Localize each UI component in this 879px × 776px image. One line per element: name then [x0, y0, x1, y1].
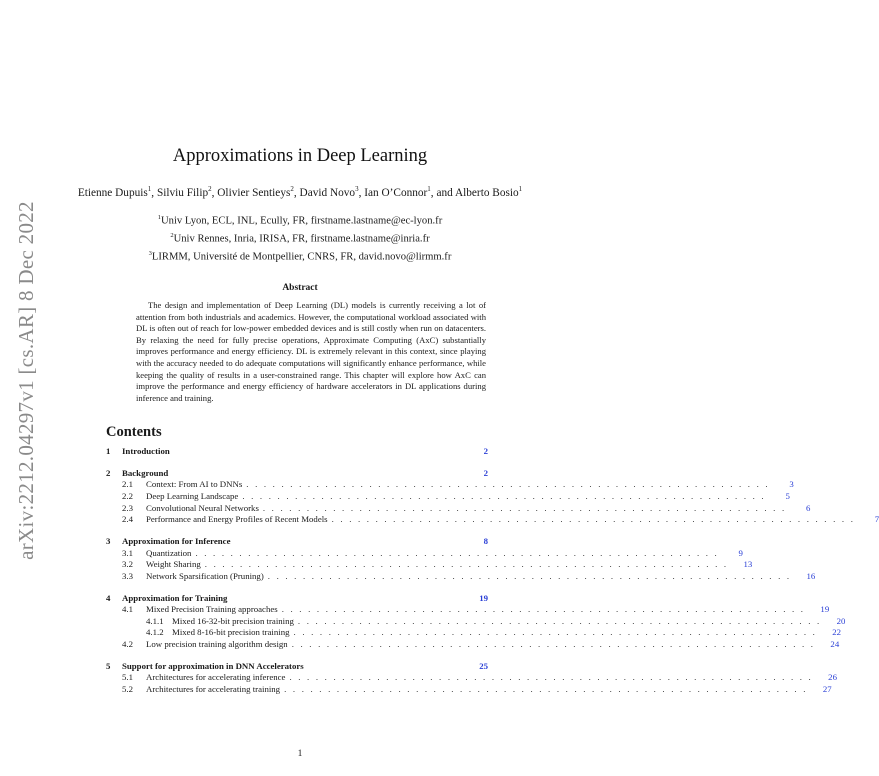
toc-entry[interactable] — [106, 570, 816, 583]
toc-number: 4.2 — [122, 638, 133, 649]
toc-page-link[interactable]: 19 — [820, 604, 830, 615]
toc-leader: . . . . . . . . . . . . . . . . . . . . . . . . . . . . . . . . . . . . . . . . . . . . . . . . . . . . . . . . . . . . — [293, 627, 818, 638]
page-number: 1 — [297, 749, 303, 759]
toc-label: Weight Sharing — [146, 559, 201, 570]
toc-entry[interactable] — [106, 615, 846, 628]
toc-entry[interactable] — [106, 604, 830, 616]
toc-page-link[interactable]: 20 — [836, 615, 846, 626]
author-affiliation-mark: 1 — [147, 185, 152, 193]
affiliation-mark: 1 — [157, 214, 162, 221]
toc-page-link[interactable]: 24 — [830, 638, 840, 649]
toc-label: Introduction — [122, 446, 170, 456]
toc-page-link[interactable]: 26 — [828, 672, 837, 683]
author-list — [0, 185, 600, 199]
toc-label: Mixed Precision Training approaches — [146, 604, 278, 615]
affiliation-mark: 2 — [170, 231, 174, 239]
author-affiliation-mark: 3 — [355, 185, 359, 193]
toc-number: 5 — [106, 660, 111, 671]
toc-leader: . . . . . . . . . . . . . . . . . . . . . . . . . . . . . . . . . . . . . . . . . . . . . . . . . . . . . . . . . . . . — [195, 547, 719, 558]
toc-leader: . . . . . . . . . . . . . . . . . . . . . . . . . . . . . . . . . . . . . . . . . . . . . . . . . . . . . . . . . . . . — [204, 559, 729, 570]
toc-number: 2 — [106, 467, 111, 478]
author-separator: , — [211, 186, 218, 199]
toc-number: 2.4 — [122, 514, 133, 525]
toc-label: Mixed 16-32-bit precision training — [172, 615, 294, 626]
toc-leader: . . . . . . . . . . . . . . . . . . . . . . . . . . . . . . . . . . . . . . . . . . . . . . . . . . . . . . . . . . . . — [284, 683, 808, 694]
toc-entry[interactable] — [106, 479, 794, 491]
toc-leader: . . . . . . . . . . . . . . . . . . . . . . . . . . . . . . . . . . . . . . . . . . . . . . . . . . . . . . . . . . . . — [291, 638, 816, 649]
arxiv-stamp-text: arXiv:2212.04297v1 [cs.AR] 8 Dec 2022 — [13, 200, 38, 560]
toc-label: Deep Learning Landscape — [146, 490, 239, 501]
toc-page-link[interactable]: 2 — [483, 467, 488, 478]
toc-label: Approximation for Inference — [122, 535, 231, 546]
toc-entry[interactable] — [106, 683, 832, 696]
toc-page-link[interactable]: 25 — [479, 660, 488, 671]
toc-entry[interactable] — [106, 502, 811, 515]
toc-label: Low precision training algorithm design — [146, 638, 288, 649]
affiliation-line — [0, 211, 600, 229]
author-affiliation-mark: 1 — [518, 185, 523, 193]
toc-leader: . . . . . . . . . . . . . . . . . . . . . . . . . . . . . . . . . . . . . . . . . . . . . . . . . . . . . . . . . . . . — [331, 514, 856, 525]
toc-leader: . . . . . . . . . . . . . . . . . . . . . . . . . . . . . . . . . . . . . . . . . . . . . . . . . . . . . . . . . . . . — [242, 490, 766, 501]
author-affiliation-mark: 1 — [427, 185, 431, 193]
toc-page-link[interactable]: 16 — [806, 570, 816, 581]
toc-page-link[interactable]: 13 — [743, 559, 753, 570]
toc-label: Convolutional Neural Networks — [146, 502, 259, 513]
author-name: Olivier Sentieys — [217, 186, 291, 199]
toc-number: 2.2 — [122, 490, 133, 501]
paper-title: Approximations in Deep Learning — [172, 146, 428, 166]
toc-entry[interactable] — [106, 661, 488, 673]
toc-page-link[interactable]: 27 — [822, 683, 832, 694]
author-name: Silviu Filip — [156, 186, 209, 199]
toc-number: 1 — [106, 446, 111, 456]
author-separator: , and — [430, 186, 455, 199]
author-separator: , — [358, 186, 365, 199]
toc-entry[interactable] — [106, 638, 840, 651]
contents-heading: Contents — [106, 424, 162, 440]
toc-page-link[interactable]: 6 — [805, 502, 811, 513]
toc-number: 2.3 — [122, 502, 133, 513]
toc-label: Performance and Energy Profiles of Recent Models — [146, 514, 328, 525]
toc-entry[interactable] — [106, 672, 837, 684]
author-name: Ian O’Connor — [364, 186, 428, 199]
affiliation-line — [0, 229, 600, 247]
affiliation-text: Univ Lyon, ECL, INL, Ecully, FR, firstname.lastname@ec-lyon.fr — [161, 215, 443, 227]
affiliation-mark: 3 — [148, 249, 152, 257]
toc-number: 3.1 — [122, 547, 133, 558]
toc-number: 4.1 — [122, 604, 133, 615]
toc-number: 2.1 — [122, 479, 133, 490]
toc-entry[interactable] — [106, 559, 753, 571]
toc-entry[interactable] — [106, 593, 488, 605]
toc-leader: . . . . . . . . . . . . . . . . . . . . . . . . . . . . . . . . . . . . . . . . . . . . . . . . . . . . . . . . . . . . — [246, 479, 770, 490]
author-name: Etienne Dupuis — [77, 186, 148, 199]
author-affiliation-mark: 2 — [208, 185, 212, 193]
toc-label: Mixed 8-16-bit precision training — [172, 627, 290, 638]
toc-entry[interactable] — [106, 468, 488, 480]
toc-number: 3.2 — [122, 559, 133, 570]
author-name: David Novo — [299, 186, 356, 199]
toc-label: Architectures for accelerating inference — [146, 672, 286, 683]
toc-number: 4 — [106, 592, 111, 603]
author-separator: , — [151, 186, 157, 199]
toc-label: Background — [122, 467, 169, 478]
toc-number: 4.1.2 — [146, 627, 164, 638]
toc-number: 5.2 — [122, 683, 133, 694]
toc-page-link[interactable]: 8 — [483, 535, 488, 546]
toc-number: 3.3 — [122, 570, 133, 581]
toc-page-link[interactable]: 7 — [874, 514, 879, 525]
toc-page-link[interactable]: 19 — [479, 592, 488, 603]
affiliation-text: LIRMM, Université de Montpellier, CNRS, FR, david.novo@lirmm.fr — [151, 251, 452, 263]
toc-page-link[interactable]: 22 — [832, 627, 842, 638]
toc-entry[interactable] — [106, 627, 842, 639]
toc-leader: . . . . . . . . . . . . . . . . . . . . . . . . . . . . . . . . . . . . . . . . . . . . . . . . . . . . . . . . . . . . — [262, 502, 787, 513]
affiliation-line — [0, 247, 600, 265]
toc-entry[interactable] — [106, 446, 488, 458]
affiliation-text: Univ Rennes, Inria, IRISA, FR, firstname.lastname@inria.fr — [173, 233, 430, 245]
toc-page-link[interactable]: 9 — [738, 547, 743, 558]
toc-label: Support for approximation in DNN Accelerators — [122, 660, 304, 671]
toc-label: Quantization — [146, 547, 192, 558]
toc-label: Approximation for Training — [122, 592, 228, 603]
toc-label: Architectures for accelerating training — [146, 683, 281, 694]
toc-leader: . . . . . . . . . . . . . . . . . . . . . . . . . . . . . . . . . . . . . . . . . . . . . . . . . . . . . . . . . . . . — [281, 604, 806, 615]
abstract-heading: Abstract — [282, 283, 318, 293]
toc-page-link[interactable]: 5 — [785, 490, 790, 501]
toc-label: Context: From AI to DNNs — [146, 479, 243, 490]
toc-leader: . . . . . . . . . . . . . . . . . . . . . . . . . . . . . . . . . . . . . . . . . . . . . . . . . . . . . . . . . . . . — [267, 570, 792, 581]
toc-page-link[interactable]: 2 — [483, 446, 488, 456]
author-separator: , — [293, 186, 300, 199]
toc-number: 4.1.1 — [146, 615, 164, 626]
toc-leader: . . . . . . . . . . . . . . . . . . . . . . . . . . . . . . . . . . . . . . . . . . . . . . . . . . . . . . . . . . . . — [297, 615, 822, 626]
author-affiliation-mark: 2 — [290, 185, 294, 193]
affiliation-list — [0, 211, 600, 264]
toc-number: 5.1 — [122, 672, 133, 683]
toc-page-link[interactable]: 3 — [789, 479, 794, 490]
toc-leader: . . . . . . . . . . . . . . . . . . . . . . . . . . . . . . . . . . . . . . . . . . . . . . . . . . . . . . . . . . . . — [289, 672, 813, 683]
abstract-body: The design and implementation of Deep Learning (DL) models is currently receiving a lot of attention from both industrials and academics. However, the computational workload associated with DL is often out of reach for low-power embedded devices and is still costly when run on datacenters. By relaxing the need for fully precise operations, Approximate Computing (AxC) substantially improves performance and energy efficiency. DL is extremely relevant in this context, since playing with the accuracy needed to do adequate computations will significantly enhance performance, while keeping the quality of results in a user-constrained range. This chapter will explore how AxC can improve the performance and energy efficiency of hardware accelerators in DL applications during inference and training. — [136, 300, 486, 403]
toc-entry[interactable] — [106, 490, 790, 503]
toc-label: Network Sparsification (Pruning) — [146, 570, 264, 581]
toc-entry[interactable] — [106, 536, 488, 548]
author-name: Alberto Bosio — [454, 186, 519, 199]
toc-entry[interactable] — [106, 514, 879, 526]
table-of-contents — [106, 446, 879, 695]
toc-number: 3 — [106, 535, 111, 546]
toc-entry[interactable] — [106, 547, 743, 560]
